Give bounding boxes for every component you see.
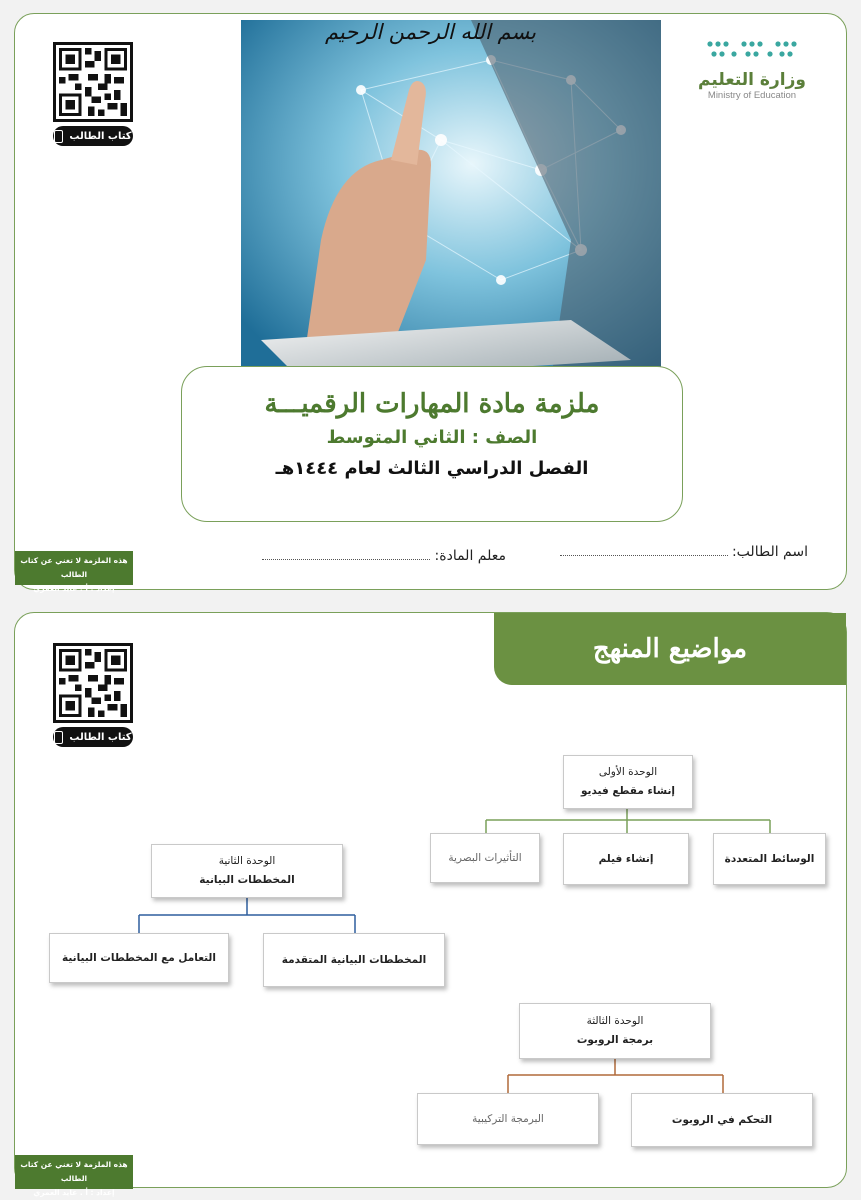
- unit3-title: برمجة الروبوت: [576, 1034, 654, 1046]
- basmala: بسم الله الرحمن الرحيم: [324, 20, 537, 44]
- unit3-topic-2[interactable]: البرمجة التركيبية: [417, 1093, 599, 1145]
- unit3-topic-1[interactable]: التحكم في الروبوت: [631, 1093, 813, 1147]
- curriculum-page: [14, 612, 847, 1197]
- unit3-label: الوحدة الثالثة: [586, 1015, 644, 1027]
- teacher-label: معلم المادة:: [434, 548, 506, 564]
- unit2-topic-1[interactable]: المخططات البيانية المتقدمة: [263, 933, 445, 987]
- credit-line-2: إعداد : أ . عايد العمري: [33, 584, 115, 593]
- unit1-label: الوحدة الأولى: [598, 766, 658, 778]
- student-name-field[interactable]: [560, 544, 808, 560]
- cover-title-box: [181, 366, 683, 522]
- student-book-label: كتاب الطالب: [69, 731, 132, 743]
- qr-code-icon[interactable]: [53, 42, 133, 122]
- credit-badge: [15, 1155, 133, 1197]
- unit1-title: إنشاء مقطع فيديو: [580, 785, 676, 797]
- student-book-button[interactable]: [53, 126, 133, 146]
- cover-title: ملزمة مادة المهارات الرقميـــة: [264, 389, 600, 419]
- unit1-topic-2[interactable]: إنشاء فيلم: [563, 833, 689, 885]
- cover-term: الفصل الدراسي الثالث لعام ١٤٤٤هـ: [275, 458, 589, 479]
- ministry-logo: [682, 38, 822, 101]
- unit1-node[interactable]: [563, 755, 693, 809]
- phone-icon: [54, 130, 63, 143]
- credit-badge: [15, 551, 133, 593]
- hero-image: [241, 20, 661, 380]
- ministry-name-en: Ministry of Education: [707, 90, 797, 101]
- unit1-topic-1[interactable]: الوسائط المتعددة: [713, 833, 826, 885]
- unit2-topic-2[interactable]: التعامل مع المخططات البيانية: [49, 933, 229, 983]
- cover-page: [14, 13, 847, 593]
- credit-line-1: هذه الملزمة لا تغني عن كتاب الطالب: [20, 556, 128, 579]
- unit2-title: المخططات البيانية: [199, 874, 295, 886]
- student-name-label: اسم الطالب:: [731, 544, 808, 560]
- curriculum-heading: مواضيع المنهج: [494, 613, 846, 685]
- cover-grade: الصف : الثاني المتوسط: [326, 427, 538, 448]
- student-book-label: كتاب الطالب: [69, 130, 132, 142]
- student-name-line[interactable]: [560, 554, 728, 556]
- teacher-line[interactable]: [262, 558, 430, 560]
- unit1-topic-3[interactable]: التأثيرات البصرية: [430, 833, 540, 883]
- credit-line-2: إعداد : أ . عايد العمري: [33, 1188, 115, 1197]
- teacher-field[interactable]: [262, 548, 506, 564]
- unit2-node[interactable]: [151, 844, 343, 898]
- unit3-node[interactable]: [519, 1003, 711, 1059]
- credit-line-1: هذه الملزمة لا تغني عن كتاب الطالب: [20, 1160, 128, 1183]
- ministry-name-ar: وزارة التعليم: [698, 70, 806, 90]
- unit2-label: الوحدة الثانية: [218, 855, 276, 867]
